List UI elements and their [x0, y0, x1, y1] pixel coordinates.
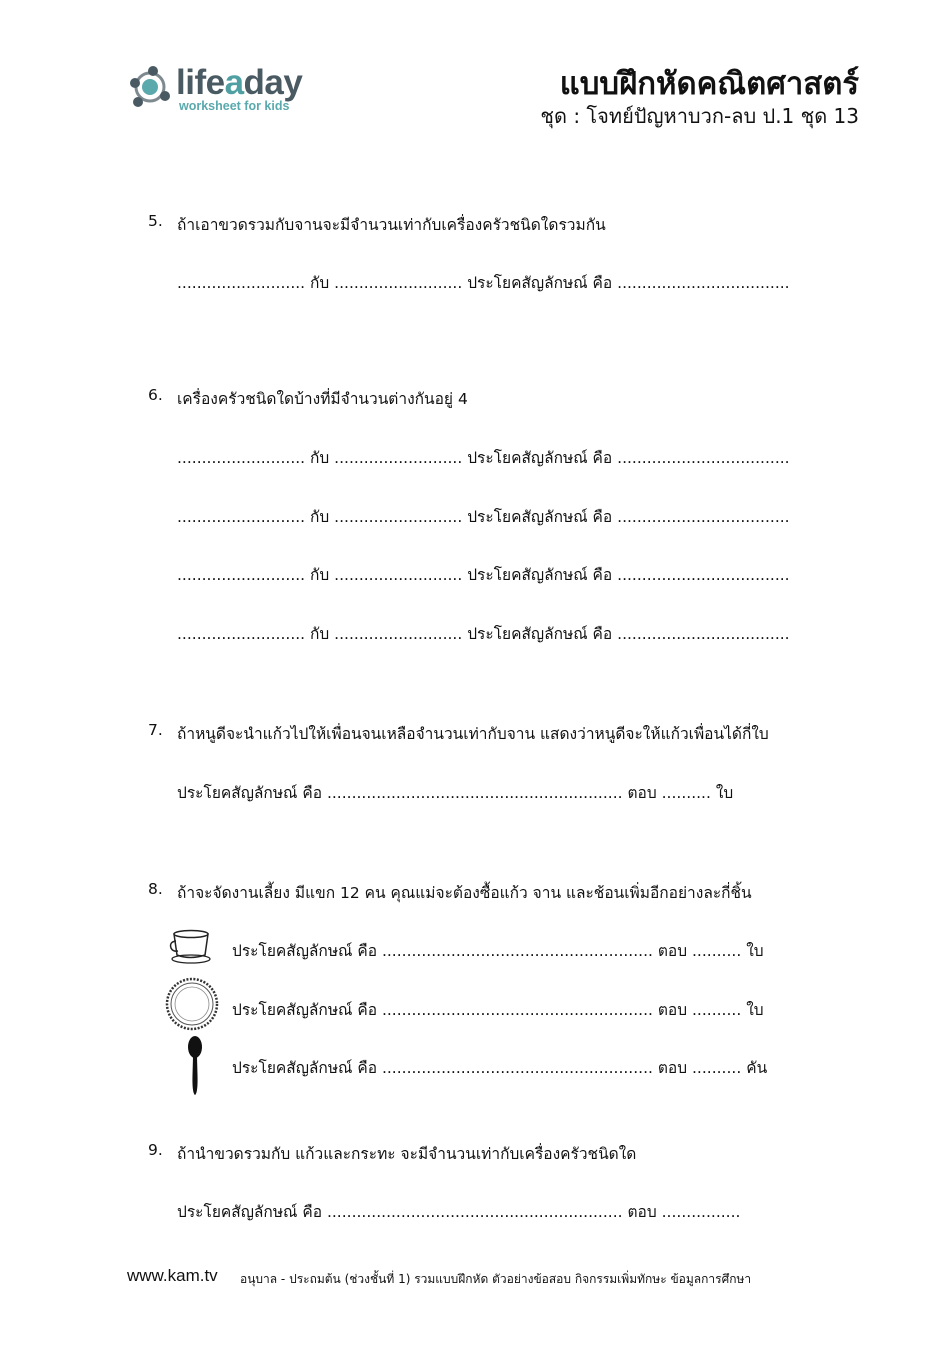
question-6-text: เครื่องครัวชนิดใดบ้างที่มีจำนวนต่างกันอยู่ 4 [177, 390, 468, 408]
question-8-plate-answer-line: ประโยคสัญลักษณ์ คือ ....................................................... ตอบ .......... ใบ [232, 1001, 764, 1019]
logo-word-day: day [243, 63, 303, 102]
question-6-answer-line-2: .......................... กับ .......................... ประโยคสัญลักษณ์ คือ ................................... [177, 508, 790, 526]
logo-tagline: worksheet for kids [179, 99, 290, 113]
question-8-number: 8. [148, 880, 163, 898]
question-6-number: 6. [148, 386, 163, 404]
question-9-answer-line: ประโยคสัญลักษณ์ คือ ............................................................ ตอบ ................ [177, 1203, 741, 1221]
question-6-answer-line-1: .......................... กับ .......................... ประโยคสัญลักษณ์ คือ ................................... [177, 449, 790, 467]
question-9-text: ถ้านำขวดรวมกับ แก้วและกระทะ จะมีจำนวนเท่ากับเครื่องครัวชนิดใด [177, 1145, 637, 1163]
question-5-text: ถ้าเอาขวดรวมกับจานจะมีจำนวนเท่ากับเครื่องครัวชนิดใดรวมกัน [177, 216, 606, 234]
page-title: แบบฝึกหัดคณิตศาสตร์ [559, 66, 859, 102]
logo-word-life: life [176, 63, 225, 102]
logo-word-a: a [224, 63, 244, 102]
question-9-number: 9. [148, 1141, 163, 1159]
footer-url[interactable]: www.kam.tv [127, 1266, 218, 1285]
question-8-cup-answer-line: ประโยคสัญลักษณ์ คือ ....................................................... ตอบ .......... ใบ [232, 942, 764, 960]
question-7-number: 7. [148, 721, 163, 739]
page-subtitle: ชุด : โจทย์ปัญหาบวก-ลบ ป.1 ชุด 13 [540, 104, 859, 128]
question-5-answer-line: .......................... กับ .......................... ประโยคสัญลักษณ์ คือ ................................... [177, 274, 790, 292]
question-6-answer-line-4: .......................... กับ .......................... ประโยคสัญลักษณ์ คือ ................................... [177, 625, 790, 643]
question-7-text: ถ้าหนูดีจะนำแก้วไปให้เพื่อนจนเหลือจำนวนเท่ากับจาน แสดงว่าหนูดีจะให้แก้วเพื่อนได้กี่ใบ [177, 725, 769, 743]
question-6-answer-line-3: .......................... กับ .......................... ประโยคสัญลักษณ์ คือ ................................... [177, 566, 790, 584]
spoon-icon [183, 1035, 207, 1097]
question-5-number: 5. [148, 212, 163, 230]
question-8-text: ถ้าจะจัดงานเลี้ยง มีแขก 12 คน คุณแม่จะต้องซื้อแก้ว จาน และช้อนเพิ่มอีกอย่างละกี่ชิ้น [177, 884, 752, 902]
footer-text: อนุบาล - ประถมต้น (ช่วงชั้นที่ 1) รวมแบบฝึกหัด ตัวอย่างข้อสอบ กิจกรรมเพิ่มทักษะ ข้อมูลการศึกษา [240, 1272, 752, 1286]
question-8-spoon-answer-line: ประโยคสัญลักษณ์ คือ ....................................................... ตอบ .......... คัน [232, 1059, 768, 1077]
plate-icon [165, 977, 219, 1031]
cup-icon [168, 927, 214, 965]
logo-icon [126, 62, 176, 112]
logo-wordmark [176, 63, 302, 103]
question-7-answer-line: ประโยคสัญลักษณ์ คือ ............................................................ ตอบ .......... ใบ [177, 784, 734, 802]
